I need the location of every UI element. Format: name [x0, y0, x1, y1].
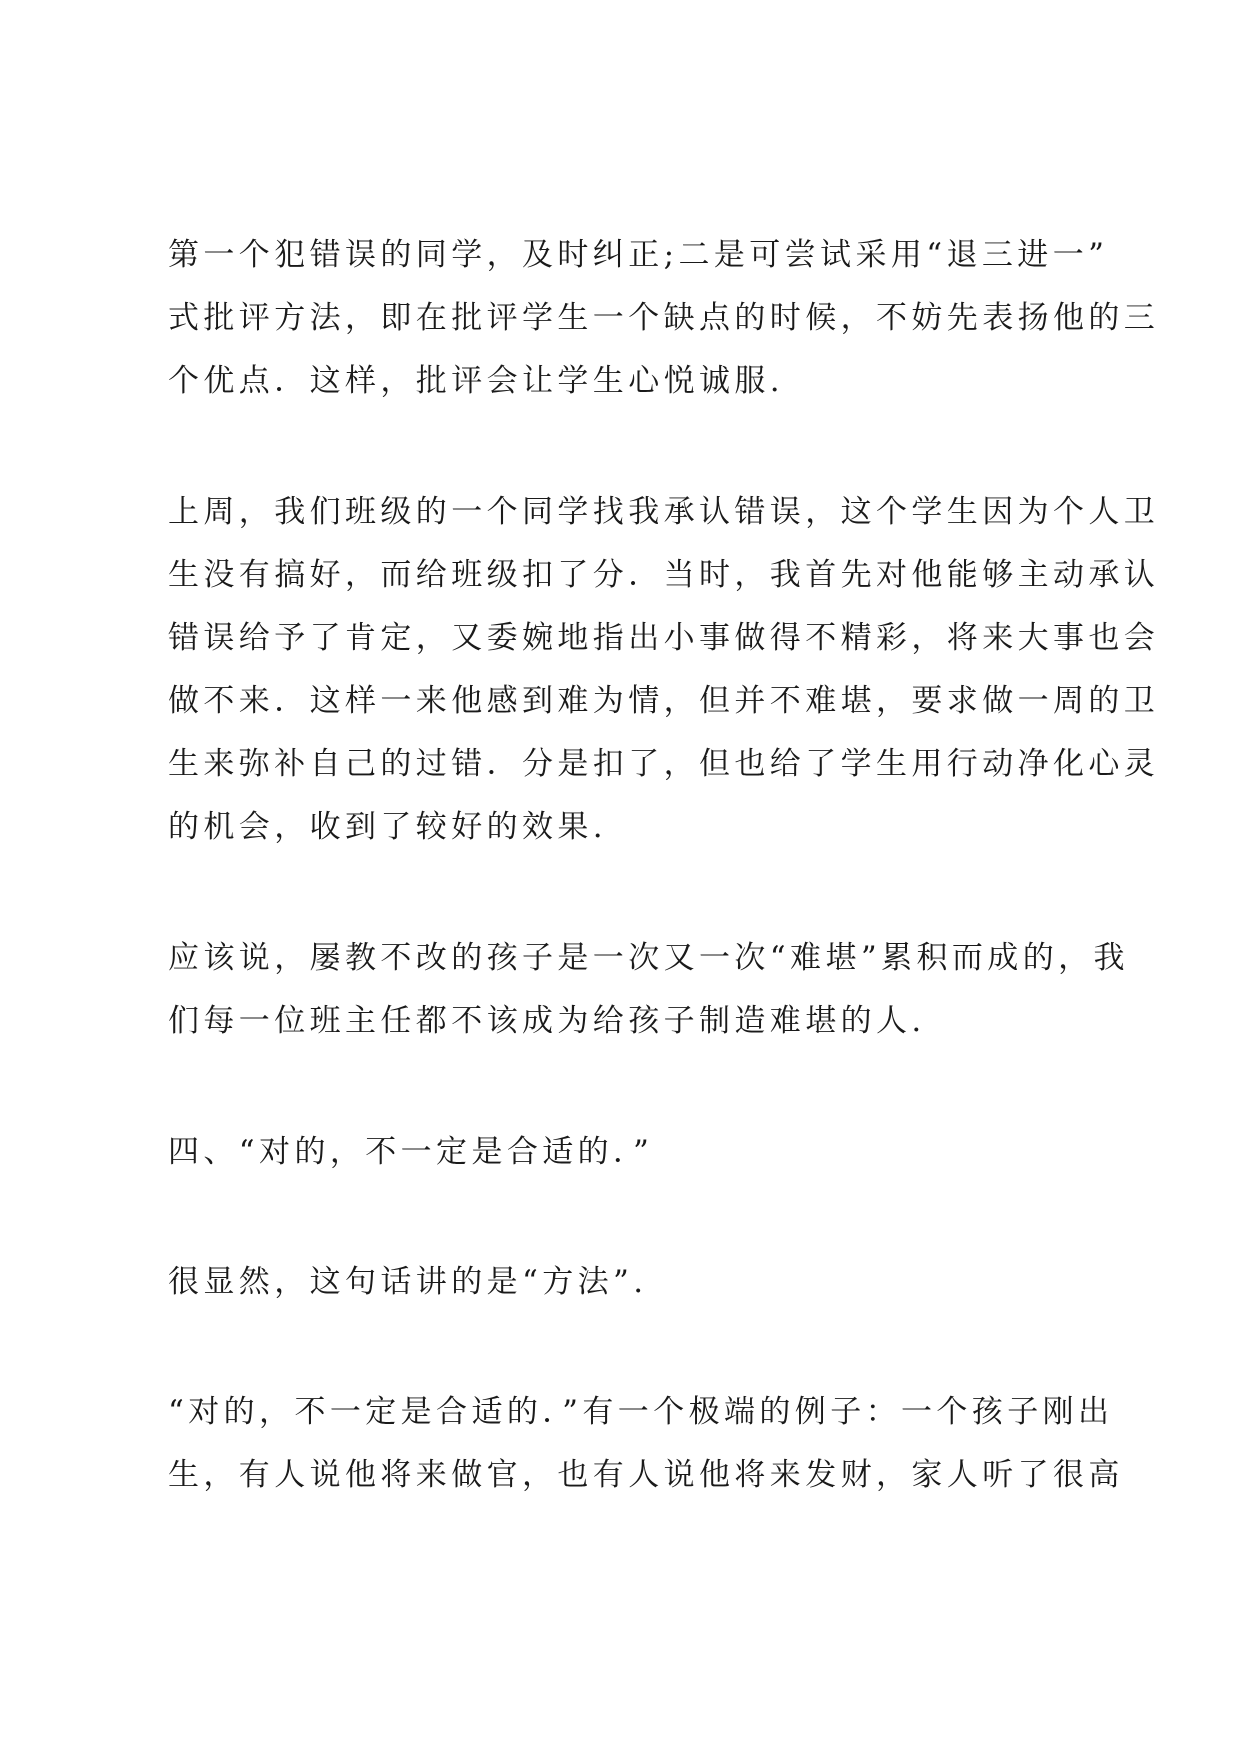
paragraph-line: 错误给予了肯定，又委婉地指出小事做得不精彩，将来大事也会: [168, 620, 1160, 656]
paragraph-line: 很显然，这句话讲的是“方法”.: [168, 1264, 648, 1300]
paragraph-line: 们每一位班主任都不该成为给孩子制造难堪的人.: [168, 1003, 926, 1039]
paragraph-line: 做不来．这样一来他感到难为情，但并不难堪，要求做一周的卫: [168, 683, 1160, 719]
section-heading: 四、“对的，不一定是合适的．”: [168, 1134, 654, 1170]
paragraph-line: 应该说，屡教不改的孩子是一次又一次“难堪”累积而成的，我: [168, 940, 1129, 976]
paragraph-line: 第一个犯错误的同学，及时纠正;二是可尝试采用“退三进一”: [168, 237, 1109, 273]
paragraph-line: 生，有人说他将来做官，也有人说他将来发财，家人听了很高: [168, 1457, 1124, 1493]
paragraph-line: 的机会，收到了较好的效果.: [168, 809, 608, 845]
paragraph-line: 上周，我们班级的一个同学找我承认错误，这个学生因为个人卫: [168, 494, 1160, 530]
paragraph-line: 生没有搞好，而给班级扣了分．当时，我首先对他能够主动承认: [168, 557, 1160, 593]
paragraph-line: 式批评方法，即在批评学生一个缺点的时候，不妨先表扬他的三: [168, 300, 1160, 336]
paragraph-line: 生来弥补自己的过错．分是扣了，但也给了学生用行动净化心灵: [168, 746, 1160, 782]
paragraph-line: 个优点．这样，批评会让学生心悦诚服.: [168, 363, 785, 399]
paragraph-line: “对的，不一定是合适的．”有一个极端的例子：一个孩子刚出: [168, 1394, 1114, 1430]
